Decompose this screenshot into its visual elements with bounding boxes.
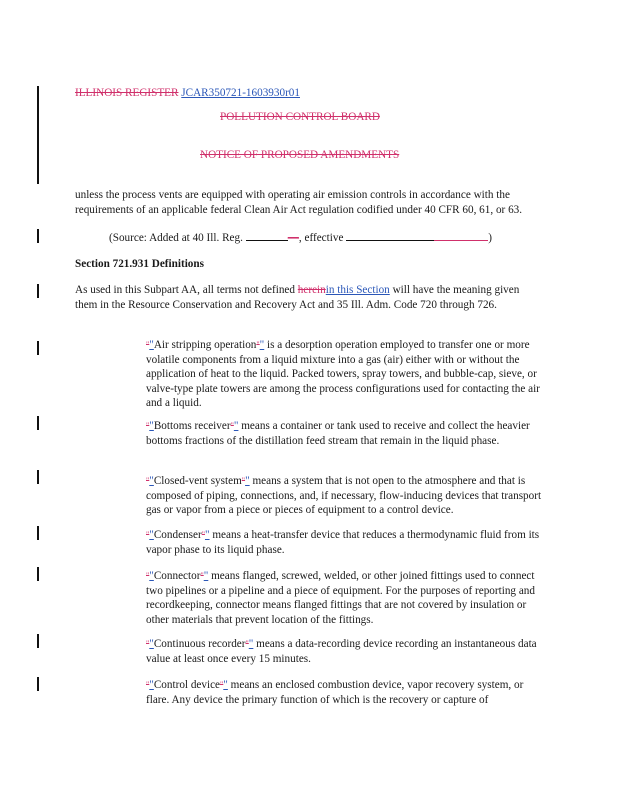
notice-title: NOTICE OF PROPOSED AMENDMENTS — [200, 149, 400, 161]
change-bar — [37, 341, 39, 355]
definition-item: ""Continuous recorder"" means a data-recording device recording an instantaneous data value at least once every 15 minutes. — [146, 638, 537, 665]
section-intro-after: will have the meaning given them in the Resource Conservation and Recovery Act and 35 Ill. Adm. Code 720 through 726. — [75, 284, 520, 311]
section-intro-inserted: in this Section — [325, 284, 390, 296]
section-intro — [75, 283, 540, 312]
definition-term: Condenser — [153, 529, 202, 541]
change-bar — [37, 416, 39, 430]
definition-term: Continuous recorder — [153, 638, 246, 650]
source-deleted-mark: — — [287, 232, 299, 244]
source-middle: , effective — [298, 232, 344, 244]
change-bar — [37, 677, 39, 691]
register-header — [75, 87, 300, 99]
source-suffix: ) — [488, 232, 492, 244]
definition-text: means an enclosed combustion device, vapor recovery system, or flare. Any device the primary function of which is the recovery or capture of — [146, 679, 524, 706]
definition-text: means flanged, screwed, welded, or other joined fittings used to connect two pipelines or a pipeline and a piece of equipment. For the purposes of reporting and recordkeeping, connector means flanged fittings that are not covered by insulation or other materials that prevent location of the fittings. — [146, 570, 535, 626]
board-title: POLLUTION CONTROL BOARD — [220, 111, 380, 123]
source-note — [109, 230, 549, 246]
definition-term: Control device — [153, 679, 221, 691]
source-blank-1 — [246, 230, 288, 241]
definition-item: ""Closed-vent system"" means a system that is not open to the atmosphere and that is composed of piping, connections, and, if necessary, flow-inducing devices that transport gas or vapor from a piece or pieces of equipment to a control device. — [146, 475, 542, 516]
change-bar — [37, 567, 39, 581]
change-bar — [37, 86, 39, 184]
intro-paragraph: unless the process vents are equipped with operating air emission controls in accordance with the requirements of an applicable federal Clean Air Act regulation codified under 40 CFR 60, 61, or 63. — [75, 189, 523, 216]
definition-text: means a data-recording device recording an instantaneous data value at least once every 15 minutes. — [146, 638, 537, 665]
definition-item: ""Control device"" means an enclosed combustion device, vapor recovery system, or flare. Any device the primary function of which is the recovery or capture of — [146, 679, 524, 706]
change-bar — [37, 634, 39, 648]
source-prefix: (Source: Added at 40 Ill. Reg. — [109, 232, 243, 244]
definition-item: ""Air stripping operation"" is a desorption operation employed to transfer one or more volatile components from a liquid mixture into a gas (air) either with or without the application of heat to the liquid. Packed towers, spray towers, and bubble-cap, sieve, or valve-type plate towers are among the process configurations used for contacting the air and a liquid. — [146, 339, 540, 409]
register-deleted: ILLINOIS REGISTER — [75, 87, 179, 99]
definition-term: Connector — [153, 570, 201, 582]
definition-text: is a desorption operation employed to transfer one or more volatile components from a liquid mixture into a gas (air) either with or without the application of heat to the liquid. Packed towers, spray towers, and bubble-cap, sieve, or valve-type plate towers are among the process configurations used for contacting the air and a liquid. — [146, 339, 540, 409]
definition-term: Bottoms receiver — [153, 420, 231, 432]
change-bar — [37, 229, 39, 243]
definition-text: means a container or tank used to receive and collect the heavier bottoms fractions of the distillation feed stream that remain in the liquid phase. — [146, 420, 530, 447]
change-bar — [37, 470, 39, 484]
change-bar — [37, 526, 39, 540]
change-bar — [37, 284, 39, 298]
definition-text: means a system that is not open to the atmosphere and that is composed of piping, connections, and, if necessary, flow-inducing devices that transport gas or vapor from a piece or pieces of equipment to a control device. — [146, 475, 542, 516]
definition-text: means a heat-transfer device that reduces a thermodynamic fluid from its vapor phase to its liquid phase. — [146, 529, 540, 556]
register-inserted: JCAR350721-1603930r01 — [181, 87, 300, 99]
section-title: Section 721.931 Definitions — [75, 258, 204, 270]
source-blank-2 — [346, 230, 434, 241]
definition-term: Closed-vent system — [153, 475, 242, 487]
definition-term: Air stripping operation — [153, 339, 257, 351]
source-blank-3 — [434, 230, 488, 241]
definition-item: ""Condenser"" means a heat-transfer device that reduces a thermodynamic fluid from its vapor phase to its liquid phase. — [146, 529, 540, 556]
definition-item: ""Connector"" means flanged, screwed, welded, or other joined fittings used to connect two pipelines or a pipeline and a piece of equipment. For the purposes of reporting and recordkeeping, connector means flanged fittings that are not covered by insulation or other materials that prevent location of the fittings. — [146, 570, 535, 626]
section-intro-before: As used in this Subpart AA, all terms not defined — [75, 284, 295, 296]
definition-item: ""Bottoms receiver"" means a container or tank used to receive and collect the heavier bottoms fractions of the distillation feed stream that remain in the liquid phase. — [146, 420, 530, 447]
section-intro-deleted: herein — [297, 284, 326, 296]
